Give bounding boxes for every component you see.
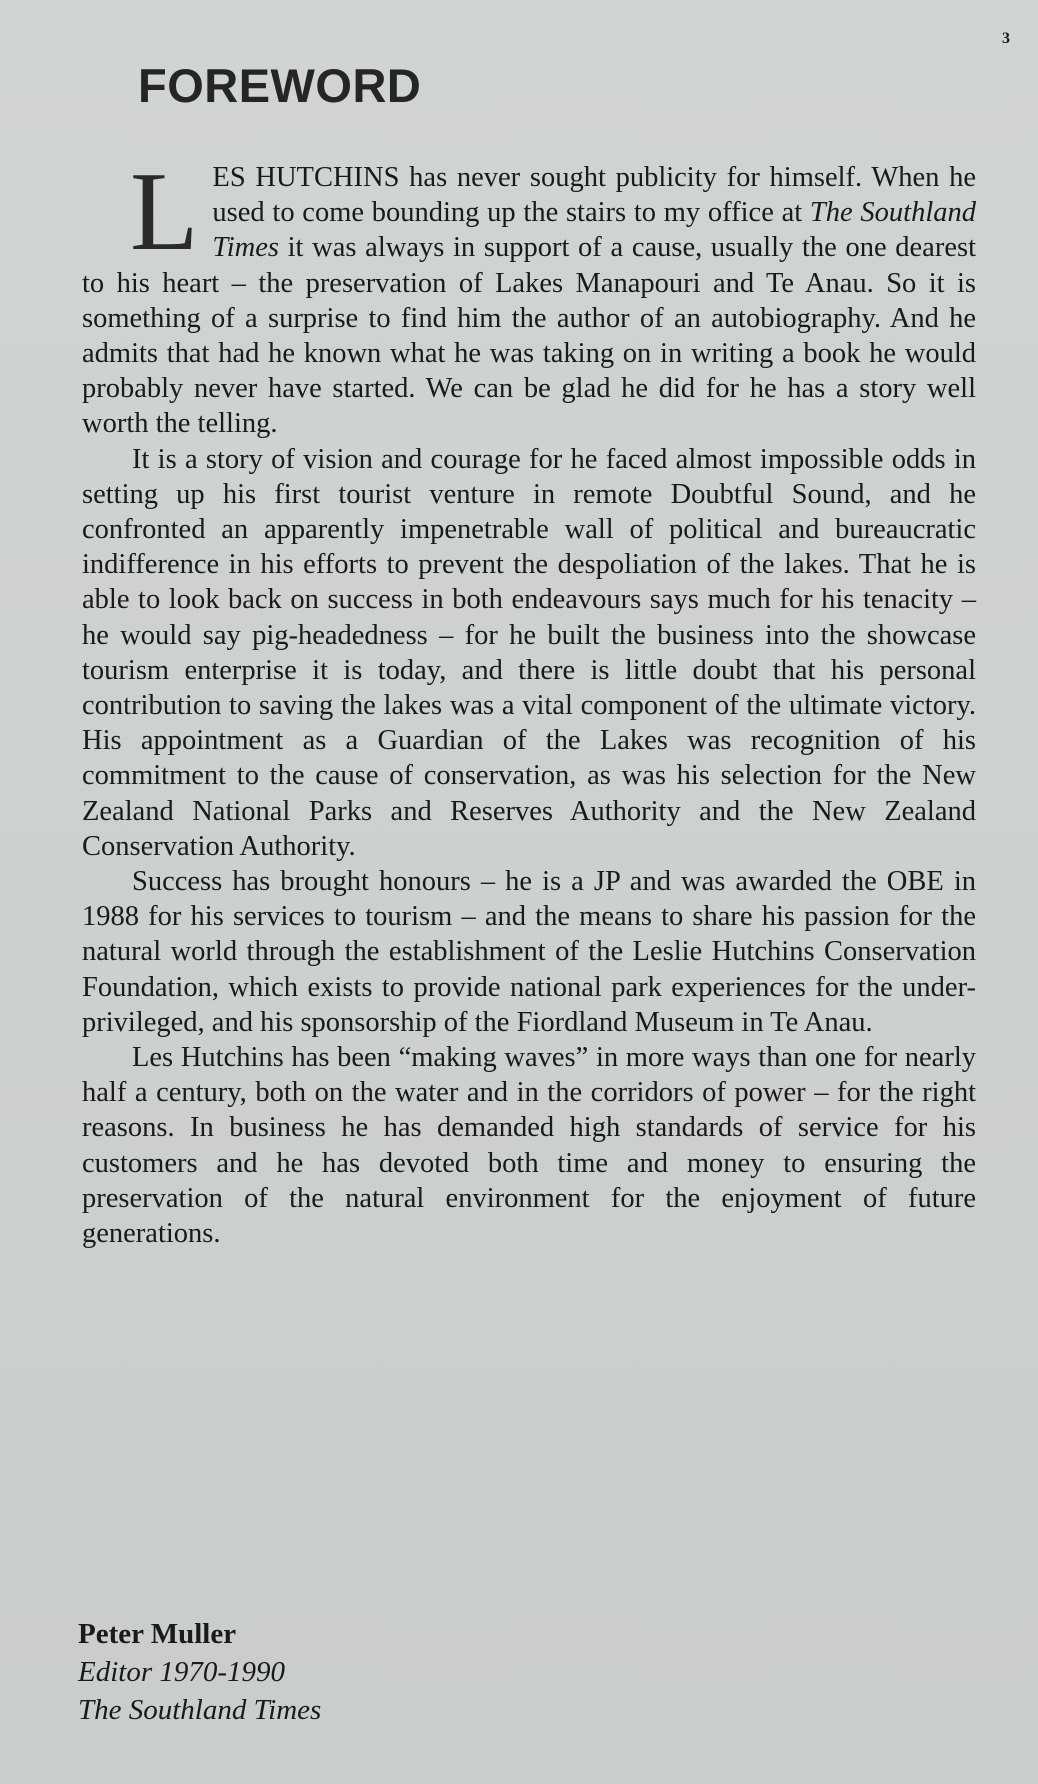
drop-cap: L (130, 150, 199, 274)
paragraph-2: It is a story of vision and courage for he faced almost impossible odds in setting up his first tourist venture in remote Doubtful Sound, and he confronted an apparently impenetrable wall of political and bureaucratic indifference in his efforts to prevent the despoliation of the lakes. That he is able to look back on success in both endeavours says much for his tenacity – he would say pig-headedness – for he built the business into the showcase tourism enterprise it is today, and there is little doubt that his personal contribution to saving the lakes was a vital component of the ultimate victory. His appointment as a Guardian of the Lakes was recognition of his commitment to the cause of conservation, as was his selection for the New Zealand National Parks and Reserves Authority and the New Zealand Conservation Authority. (82, 443, 976, 862)
author-role: Editor 1970-1990 (78, 1656, 286, 1688)
signature-block (78, 1615, 321, 1729)
author-publication: The Southland Times (78, 1694, 322, 1726)
page-title: FOREWORD (138, 59, 422, 112)
paragraph-4: Les Hutchins has been “making waves” in more ways than one for nearly half a century, both on the water and in the corridors of power – for the right reasons. In business he has demanded high standards of service for his customers and he has devoted both time and money to ensuring the preservation of the natural environment for the enjoyment of future generations. (82, 1042, 976, 1250)
paragraph-1-text-a: ES HUTCHINS has never sought publicity for himself. When he used to come bounding up the stairs to my office at (212, 162, 976, 229)
page-number: 3 (1002, 30, 1010, 47)
paragraph-1 (82, 150, 976, 442)
author-name: Peter Muller (78, 1618, 237, 1650)
paragraph-1-text-b: it was always in support of a cause, usually the one dearest to his heart – the preservation of Lakes Manapouri and Te Anau. So it is something of a surprise to find him the author of an autobiography. And he admits that had he known what he was taking on in writing a book he would probably never have started. We can be glad he did for he has a story well worth the telling. (82, 232, 976, 440)
newspaper-title: The Southland Times (212, 197, 976, 264)
foreword-body (82, 150, 976, 1251)
paragraph-3: Success has brought honours – he is a JP and was awarded the OBE in 1988 for his services to tourism – and the means to share his passion for the natural world through the establishment of the Leslie Hutchins Conservation Foundation, which exists to provide national park experiences for the under-privileged, and his sponsorship of the Fiordland Museum in Te Anau. (82, 866, 976, 1038)
